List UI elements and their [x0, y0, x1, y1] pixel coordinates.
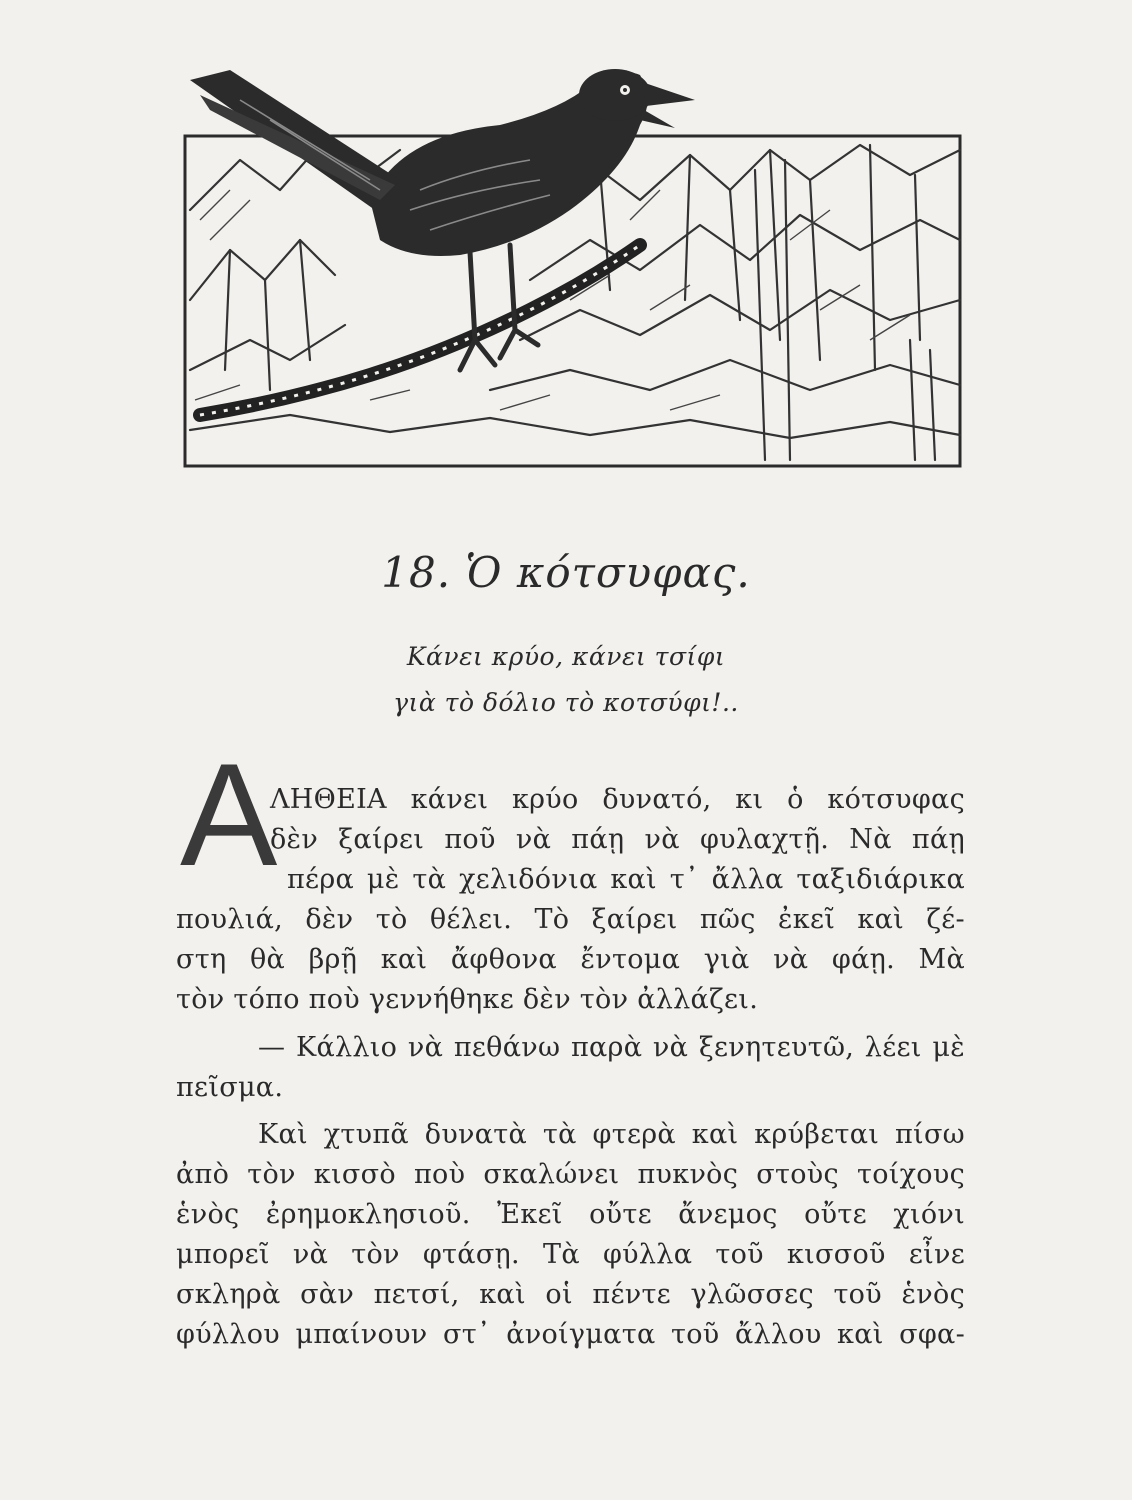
- blackbird-illustration: [170, 40, 970, 480]
- body-line: μπορεῖ νὰ τὸν φτάσῃ. Τὰ φύλλα τοῦ κισσοῦ εἶνε: [176, 1239, 965, 1270]
- drop-cap: A: [180, 733, 278, 896]
- body-line: φύλλου μπαίνουν στ᾽ ἀνοίγματα τοῦ ἄλλου καὶ σφα-: [176, 1319, 965, 1350]
- epigraph-line-1: Κάνει κρύο, κάνει τσίφι: [406, 642, 726, 671]
- body-line: — Κάλλιο νὰ πεθάνω παρὰ νὰ ξενητευτῶ, λέει μὲ: [258, 1032, 965, 1063]
- body-line: Καὶ χτυπᾶ δυνατὰ τὰ φτερὰ καὶ κρύβεται πίσω: [258, 1119, 965, 1150]
- body-line: τὸν τόπο ποὺ γεννήθηκε δὲν τὸν ἀλλάζει.: [176, 984, 759, 1015]
- chapter-title: 18. Ὁ κότσυφας.: [381, 548, 751, 597]
- body-line: πεῖσμα.: [176, 1072, 284, 1103]
- body-line: ἑνὸς ἐρημοκλησιοῦ. Ἐκεῖ οὔτε ἄνεμος οὔτε χιόνι: [176, 1199, 965, 1230]
- body-line: ἀπὸ τὸν κισσὸ ποὺ σκαλώνει πυκνὸς στοὺς τοίχους: [176, 1159, 965, 1190]
- body-line: δὲν ξαίρει ποῦ νὰ πάῃ νὰ φυλαχτῇ. Νὰ πάῃ: [270, 824, 965, 855]
- epigraph-line-2: γιὰ τὸ δόλιο τὸ κοτσύφι!..: [393, 688, 739, 717]
- body-line: πέρα μὲ τὰ χελιδόνια καὶ τ᾽ ἄλλα ταξιδιάρικα: [287, 864, 965, 895]
- body-line: σκληρὰ σὰν πετσί, καὶ οἱ πέντε γλῶσσες τοῦ ἑνὸς: [176, 1279, 965, 1310]
- body-line: στη θὰ βρῇ καὶ ἄφθονα ἔντομα γιὰ νὰ φάῃ. Μὰ: [176, 944, 965, 975]
- body-line: πουλιά, δὲν τὸ θέλει. Τὸ ξαίρει πῶς ἐκεῖ καὶ ζέ-: [176, 904, 965, 935]
- body-line: ΛΗΘΕΙΑ κάνει κρύο δυνατό, κι ὁ κότσυφας: [270, 784, 965, 815]
